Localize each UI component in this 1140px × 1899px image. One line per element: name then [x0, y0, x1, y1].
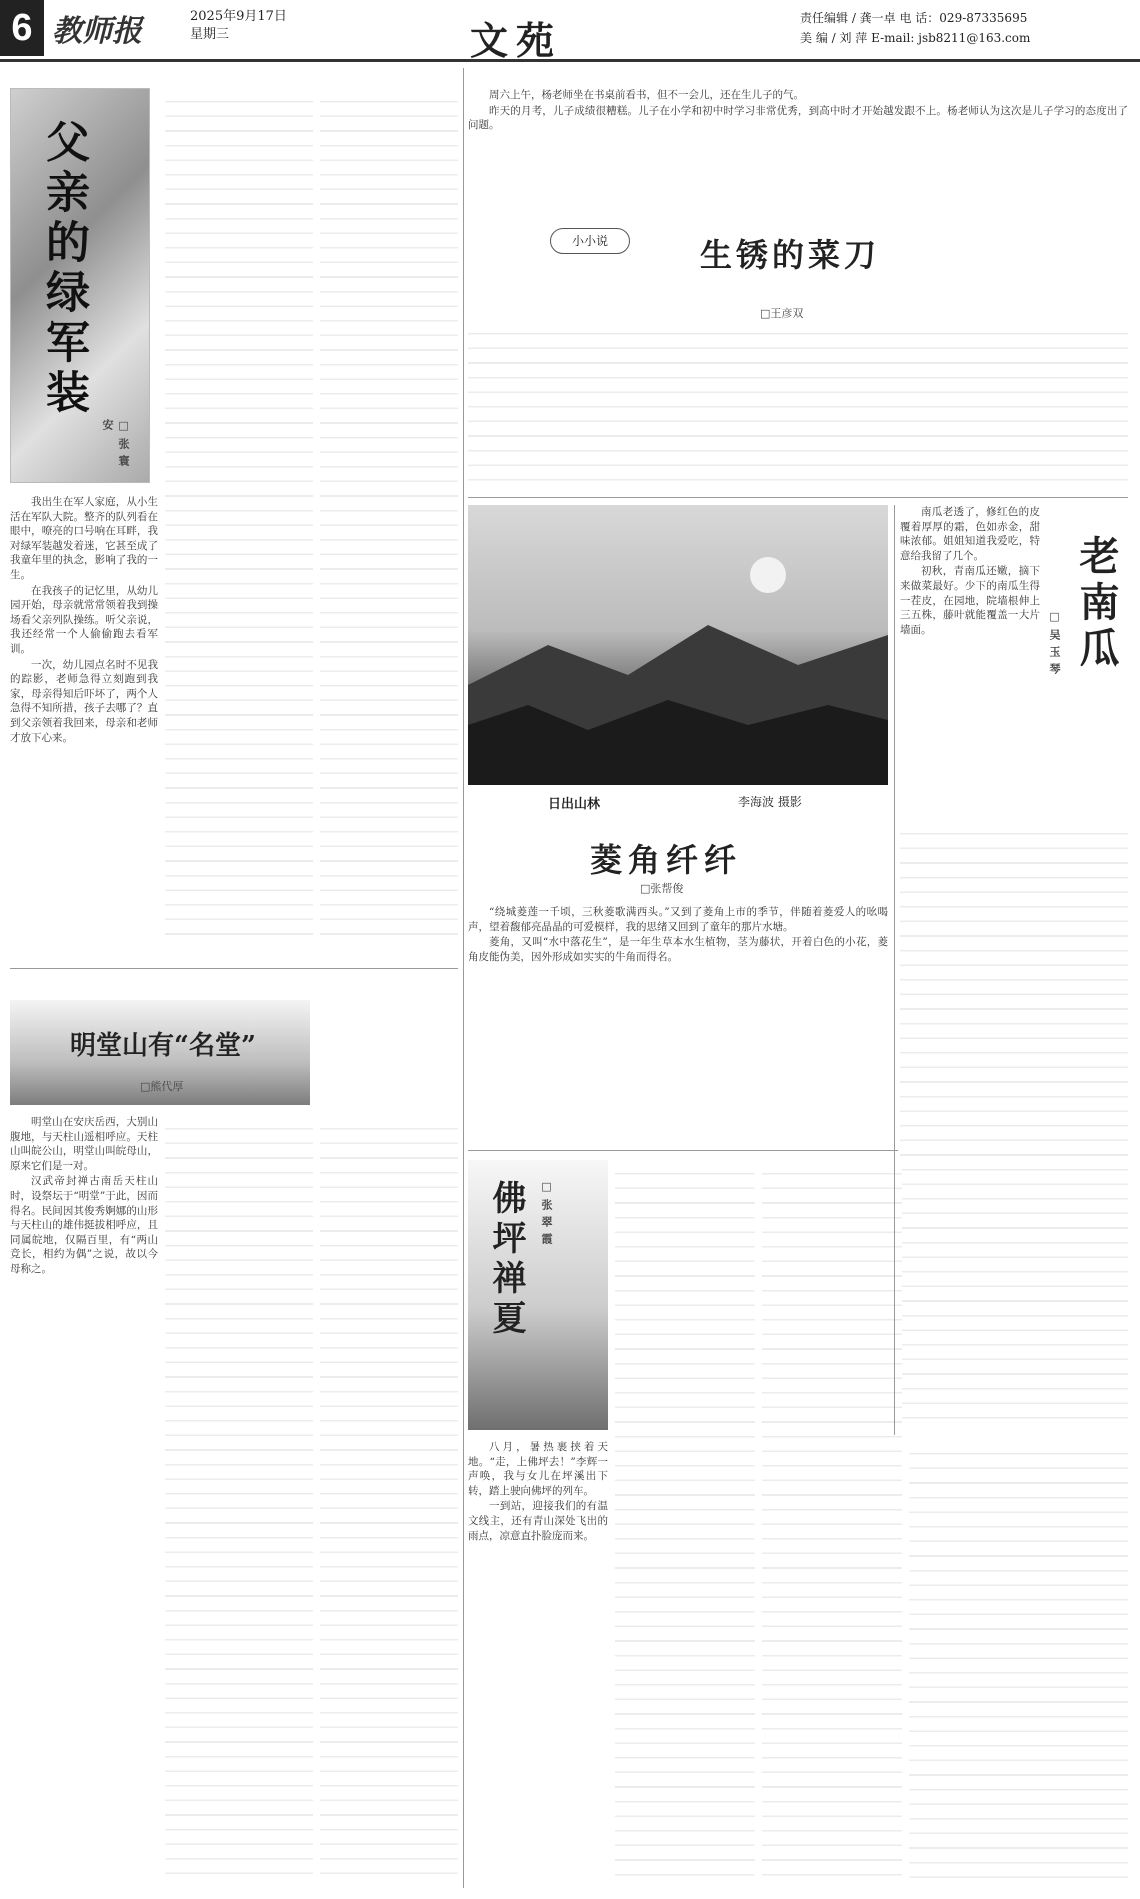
editor-info: [800, 8, 1030, 48]
article-3-author: □吴玉琴: [1048, 610, 1061, 680]
article-1-para: 我出生在军人家庭，从小生活在军队大院。整齐的队列看在眼中，嘹亮的口号响在耳畔，我对绿军装越发着迷，它甚至成了我童年里的执念，影响了我的一生。: [10, 496, 158, 581]
section-title: 文苑: [470, 18, 563, 63]
article-1-col-b: [165, 88, 313, 948]
article-4-title-image: [10, 1000, 310, 1105]
divider: [468, 1150, 898, 1151]
article-6-para: 一到站，迎接我们的有温文线主，还有青山深处飞出的雨点，凉意直扑脸庞而来。: [468, 1500, 608, 1542]
photo-caption-bar: [468, 785, 888, 817]
article-5-author: □张帮俊: [640, 882, 684, 895]
article-6-author: □张翠霞: [540, 1180, 553, 1250]
article-6-col-b: [615, 1160, 755, 1885]
article-4-col-c: [320, 1115, 458, 1885]
article-2-author: □王彦双: [760, 307, 804, 320]
editor-line: 责任编辑 / 龚一卓 电 话：029-87335695: [800, 11, 1028, 25]
article-2-body: [468, 320, 1128, 490]
article-3-title: 老南瓜: [1073, 535, 1120, 673]
article-1-author: □张寰安: [101, 419, 130, 472]
column-badge: 小小说: [550, 228, 630, 254]
designer-line: 美 编 / 刘 萍 E-mail: jsb8211@163.com: [800, 31, 1031, 45]
issue-date: [190, 8, 287, 44]
article-2-para: 昨天的月考，儿子成绩很糟糕。儿子在小学和初中时学习非常优秀，到高中时才开始越发跟不上。杨老师认为这次是儿子学习的态度出了问题。: [468, 104, 1128, 132]
article-6-title-image: [468, 1160, 608, 1430]
landscape-photo: [468, 505, 888, 817]
page-number: 6: [0, 0, 44, 56]
divider: [894, 505, 895, 1435]
article-6-col-c: [762, 1160, 902, 1885]
article-4-col-b: [165, 1115, 313, 1885]
article-4-title: 明堂山有“名堂”: [70, 1031, 256, 1061]
article-6-col-a: [468, 1440, 608, 1885]
article-3-body-cont: [900, 820, 1128, 1430]
article-1-title-image: [10, 88, 150, 483]
article-1-para: 在我孩子的记忆里，从幼儿园开始，母亲就常常领着我到操场看父亲列队操练。听父亲说，我还经常一个人偷偷跑去看军训。: [10, 584, 158, 655]
article-4-para: 汉武帝封禅古南岳天柱山时，设祭坛于“明堂”于此，因而得名。民间因其俊秀婀娜的山形与天柱山的雄伟挺拔相呼应，且同属皖地，仅隔百里，有“两山竞长，相约为偶”之说，故以今母称之。: [10, 1175, 158, 1275]
photo-credit: 李海波 摄影: [738, 795, 802, 809]
article-2-para: 周六上午，杨老师坐在书桌前看书，但不一会儿，还在生儿子的气。: [489, 89, 804, 101]
article-3-para: 南瓜老透了，修红色的皮覆着厚厚的霜，色如赤金，甜味浓郁。姐姐知道我爱吃，特意给我留了几个。: [900, 506, 1040, 562]
article-6-para: 八月，暑热裹挟着天地。“走，上佛坪去！”李辉一声唤，我与女儿在坪溪出下转，踏上驶向佛坪的列车。: [468, 1441, 608, 1497]
date-text: 2025年9月17日: [190, 9, 287, 24]
article-6-title: 佛坪禅夏: [486, 1180, 526, 1340]
photo-caption: 日出山林: [548, 797, 601, 812]
article-1-col-a: [10, 495, 158, 950]
article-2-intro: [468, 88, 1128, 203]
article-3-body: [900, 505, 1040, 815]
divider: [463, 68, 464, 1888]
article-5-para: “绕城菱莲一千顷，三秋菱歌满西头。”又到了菱角上市的季节，伴随着菱爱人的吆喝声，望着馥郁亮晶晶的可爱模样，我的思绪又回到了童年的那片水塘。: [468, 906, 888, 933]
mountain-forest-icon: [468, 505, 888, 785]
article-5-body: [468, 905, 888, 1145]
divider: [468, 497, 1128, 498]
article-4-author: □熊代厚: [140, 1080, 184, 1093]
article-3-para: 初秋，青南瓜还嫩，摘下来做菜最好。少下的南瓜生得一茬皮，在园地，院墙根伸上三五株，藤叶就能覆盖一大片墙面。: [900, 565, 1040, 636]
article-5-title: 菱角纤纤: [590, 841, 743, 879]
article-6-col-d: [909, 1440, 1128, 1885]
masthead: [0, 0, 1140, 62]
article-2-title: 生锈的菜刀: [700, 236, 881, 274]
weekday-text: 星期三: [190, 27, 230, 42]
divider: [10, 968, 458, 969]
article-1-title: 父亲的绿军装: [38, 119, 89, 419]
article-4-para: 明堂山在安庆岳西，大别山腹地，与天柱山遥相呼应。天柱山叫皖公山，明堂山叫皖母山，原来它们是一对。: [10, 1116, 158, 1172]
article-4-col-a: [10, 1115, 158, 1885]
article-5-para: 菱角，又叫“水中落花生”，是一年生草本水生植物，茎为藤状，开着白色的小花，菱角皮能伪美，因外形成如实实的牛角而得名。: [468, 936, 888, 963]
article-1-col-c: [320, 88, 458, 948]
article-1-para: 一次，幼儿园点名时不见我的踪影，老师急得立刻跑到我家，母亲得知后吓坏了，两个人急得不知所措，孩子去哪了？直到父亲领着我回来，母亲和老师才放下心来。: [10, 658, 158, 744]
paper-name: 教师报: [52, 14, 142, 49]
